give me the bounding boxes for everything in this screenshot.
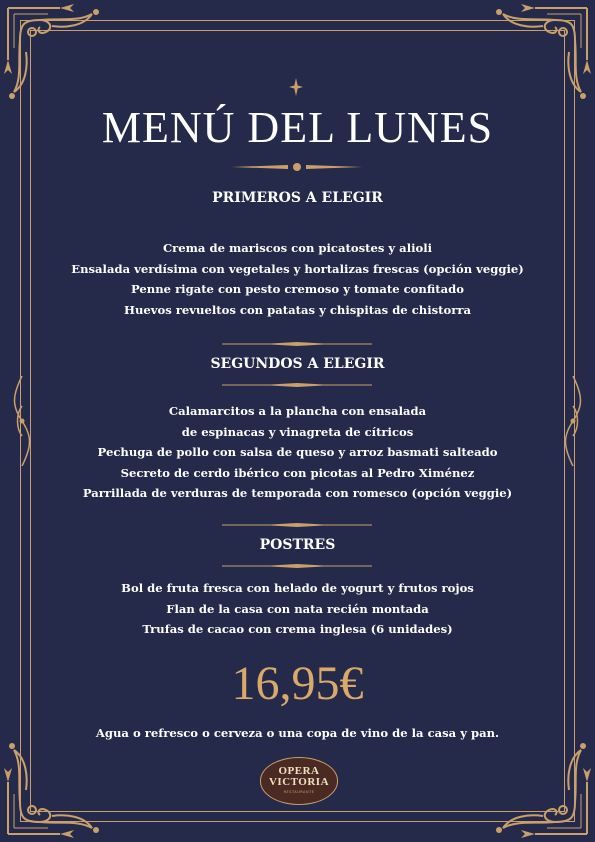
section-divider-icon (222, 381, 372, 389)
primeros-list (0, 238, 595, 320)
corner-ornament-icon (485, 732, 595, 842)
list-item: Penne rigate con pesto cremoso y tomate confitado (131, 282, 464, 297)
section-heading-primeros: PRIMEROS A ELEGIR (212, 190, 383, 206)
title-divider-icon (232, 161, 362, 173)
postres-list (0, 578, 595, 640)
corner-ornament-icon (0, 0, 110, 110)
list-item: Pechuga de pollo con salsa de queso y arroz basmati salteado (97, 445, 498, 460)
list-item: Calamarcitos a la plancha con ensalada (168, 404, 427, 418)
section-heading-postres: POSTRES (259, 537, 336, 553)
logo-line-3: RESTAURANTE (283, 790, 315, 794)
list-item: Bol de fruta fresca con helado de yogurt y frutos rojos (121, 581, 474, 595)
list-item: Parrillada de verduras de temporada con romesco (opción veggie) (82, 486, 513, 501)
list-item: Ensalada verdísima con vegetales y hortalizas frescas (opción veggie) (71, 261, 524, 276)
corner-ornament-icon (485, 0, 595, 110)
list-item: Trufas de cacao con crema inglesa (6 unidades) (142, 622, 453, 637)
section-divider-icon (222, 340, 372, 348)
list-item: de espinacas y vinagreta de cítricos (181, 424, 414, 439)
restaurant-logo (260, 757, 338, 805)
section-heading-segundos: SEGUNDOS A ELEGIR (210, 356, 385, 372)
price-includes-note: Agua o refresco o cerveza o una copa de vino de la casa y pan. (95, 726, 500, 740)
segundos-list (0, 401, 595, 504)
diamond-star-icon (289, 78, 303, 96)
section-divider-icon (222, 521, 372, 529)
list-item: Flan de la casa con nata recién montada (166, 601, 429, 616)
logo-line-1: OPERA (278, 765, 320, 777)
list-item: Crema de mariscos con picatostes y alioli (162, 241, 433, 255)
section-divider-icon (222, 562, 372, 570)
page-title: MENÚ DEL LUNES (101, 103, 494, 152)
menu-price: 16,95€ (231, 657, 364, 710)
logo-line-2: VICTORIA (268, 776, 330, 788)
list-item: Huevos revueltos con patatas y chispitas de chistorra (124, 302, 471, 317)
corner-ornament-icon (0, 732, 110, 842)
list-item: Secreto de cerdo ibérico con picotas al Pedro Ximénez (120, 465, 475, 480)
